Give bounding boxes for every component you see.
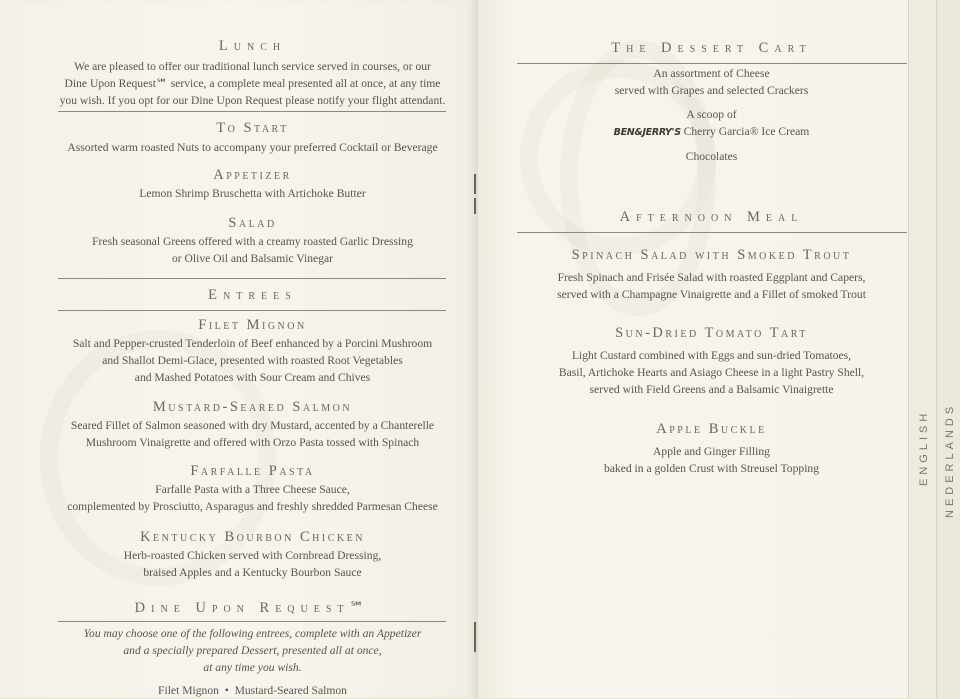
entree-line: and Shallot Demi-Glace, presented with roasted Root Vegetables [102, 354, 403, 367]
afternoon-item [515, 247, 908, 303]
entree-line: Herb-roasted Chicken served with Cornbread Dressing, [123, 549, 382, 562]
staple-mark [474, 198, 476, 214]
section-divider [58, 621, 446, 622]
lunch-intro-line: We are pleased to offer our traditional lunch service served in courses, or our [74, 60, 431, 73]
entree-line: and Mashed Potatoes with Sour Cream and Chives [134, 371, 371, 384]
salad-description [55, 233, 450, 267]
afternoon-item-description [515, 347, 908, 398]
section-divider [58, 278, 446, 279]
salad-section [55, 215, 450, 267]
dessert-cart-heading: The Dessert Cart [611, 40, 812, 56]
entree-item [55, 529, 450, 581]
dine-upon-request-body [55, 625, 450, 699]
entree-name: Kentucky Bourbon Chicken [140, 529, 365, 545]
afternoon-item-name: Spinach Salad with Smoked Trout [571, 247, 852, 263]
entree-line: Farfalle Pasta with a Three Cheese Sauce, [155, 483, 350, 496]
dur-line: and a specially prepared Dessert, presented all at once, [123, 644, 382, 657]
language-tab-english[interactable]: ENGLISH [918, 409, 930, 486]
dessert-cheese [515, 65, 908, 99]
lunch-intro-line: you wish. If you opt for our Dine Upon Request please notify your flight attendant. [59, 94, 446, 107]
afternoon-item-name: Sun-Dried Tomato Tart [615, 325, 808, 341]
afternoon-line: Basil, Artichoke Hearts and Asiago Cheese in a light Pastry Shell, [558, 366, 865, 379]
dessert-line: An assortment of Cheese [653, 67, 770, 80]
dessert-ice-cream [515, 123, 908, 141]
dessert-cart-section [515, 40, 908, 57]
entree-description [55, 335, 450, 386]
entree-line: braised Apples and a Kentucky Bourbon Sauce [143, 566, 362, 579]
ben-and-jerrys-logo: BEN&JERRY'S [613, 127, 681, 138]
entree-name: Mustard-Seared Salmon [152, 399, 353, 415]
lunch-heading: Lunch [218, 38, 287, 54]
to-start-section [55, 120, 450, 156]
dur-line: at any time you wish. [203, 661, 302, 674]
afternoon-item-description [515, 443, 908, 477]
lunch-intro [55, 58, 450, 109]
entree-item [55, 463, 450, 515]
afternoon-item [515, 421, 908, 477]
ice-cream-flavor: Cherry Garcia® Ice Cream [683, 125, 810, 138]
entrees-section [55, 287, 450, 304]
section-divider [517, 232, 907, 233]
entree-description [55, 481, 450, 515]
staple-mark [474, 174, 476, 194]
entree-item [55, 399, 450, 451]
afternoon-line: baked in a golden Crust with Streusel Topping [603, 462, 820, 475]
dur-line: You may choose one of the following entrees, complete with an Appetizer [83, 627, 422, 640]
entree-name: Filet Mignon [198, 317, 307, 333]
entree-description [55, 547, 450, 581]
afternoon-item-description [515, 269, 908, 303]
afternoon-line: Light Custard combined with Eggs and sun-dried Tomatoes, [571, 349, 852, 362]
appetizer-heading: Appetizer [213, 167, 292, 183]
dessert-line: served with Grapes and selected Crackers [614, 84, 809, 97]
afternoon-item [515, 325, 908, 398]
dine-upon-request-description [55, 625, 450, 676]
dessert-chocolates: Chocolates [685, 150, 738, 163]
entree-line: Salt and Pepper-crusted Tenderloin of Beef enhanced by a Porcini Mushroom [72, 337, 433, 350]
entree-line: Mushroom Vinaigrette and offered with Orzo Pasta tossed with Spinach [85, 436, 420, 449]
entree-item [55, 317, 450, 386]
section-divider [517, 63, 907, 64]
afternoon-meal-heading: Afternoon Meal [619, 209, 804, 225]
afternoon-line: Apple and Ginger Filling [653, 445, 770, 458]
entree-line: Seared Fillet of Salmon seasoned with dry Mustard, accented by a Chanterelle [70, 419, 435, 432]
afternoon-line: Fresh Spinach and Frisée Salad with roasted Eggplant and Capers, [557, 271, 866, 284]
to-start-description: Assorted warm roasted Nuts to accompany your preferred Cocktail or Beverage [67, 141, 438, 154]
salad-heading: Salad [228, 215, 277, 231]
entrees-heading: Entrees [208, 287, 297, 303]
entree-description [55, 417, 450, 451]
afternoon-line: served with a Champagne Vinaigrette and a Fillet of smoked Trout [557, 288, 866, 301]
afternoon-item-name: Apple Buckle [656, 421, 767, 437]
appetizer-section [55, 167, 450, 202]
to-start-heading: To Start [216, 120, 289, 136]
dine-upon-request-section [55, 600, 450, 617]
salad-line: or Olive Oil and Balsamic Vinegar [171, 252, 334, 265]
entree-name: Farfalle Pasta [190, 463, 315, 479]
salad-line: Fresh seasonal Greens offered with a creamy roasted Garlic Dressing [92, 235, 413, 248]
staple-mark [474, 622, 476, 652]
entree-line: complemented by Prosciutto, Asparagus and freshly shredded Parmesan Cheese [67, 500, 438, 513]
lunch-intro-line: Dine Upon Request℠ service, a complete meal presented all at once, at any time [64, 77, 441, 90]
lunch-section [55, 38, 450, 109]
dine-upon-request-heading: Dine Upon Request℠ [134, 600, 371, 616]
section-divider [58, 111, 446, 112]
language-margin-inner [936, 0, 960, 698]
afternoon-line: served with Field Greens and a Balsamic Vinaigrette [589, 383, 834, 396]
dessert-ice-cream-intro: A scoop of [686, 108, 737, 121]
appetizer-description: Lemon Shrimp Bruschetta with Artichoke Butter [139, 187, 366, 200]
dessert-cart-items [515, 65, 908, 165]
section-divider [58, 310, 446, 311]
dine-upon-request-choices: Filet Mignon • Mustard-Seared Salmon [158, 684, 347, 697]
afternoon-meal-section [515, 209, 908, 226]
language-tab-nederlands[interactable]: NEDERLANDS [944, 402, 956, 518]
